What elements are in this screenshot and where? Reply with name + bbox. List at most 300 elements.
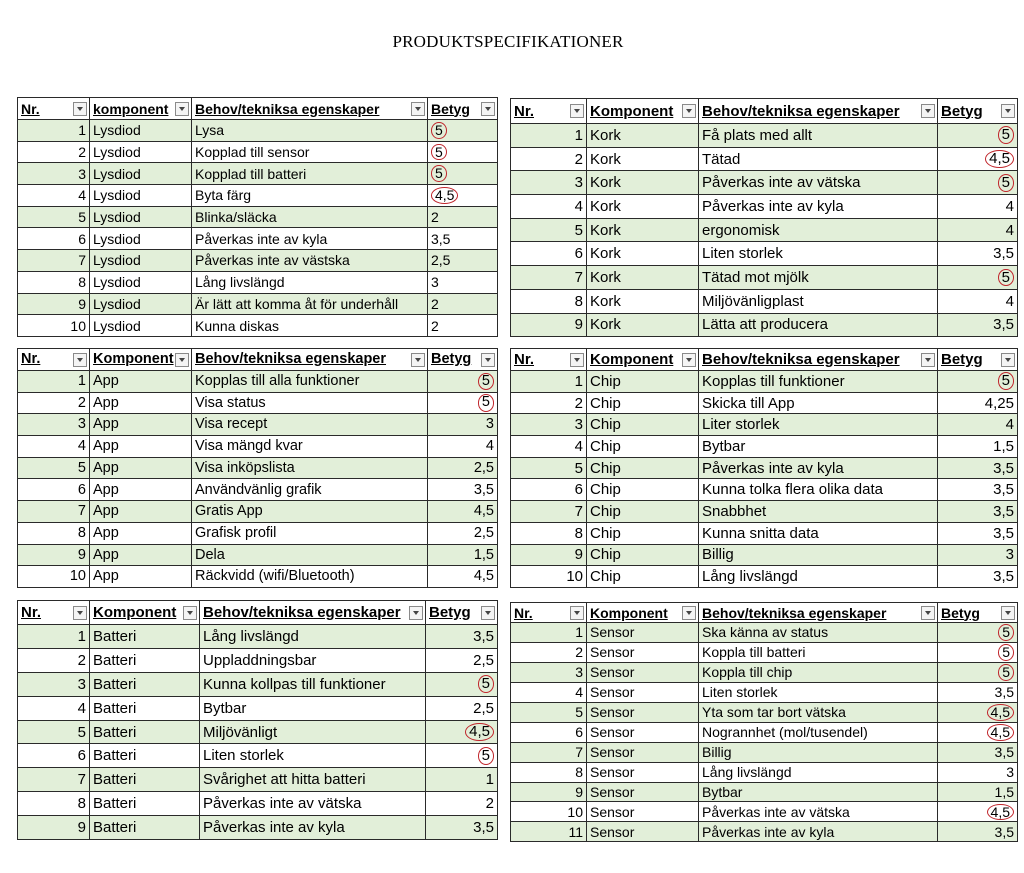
requirement-cell: Koppla till batteri [699, 642, 938, 662]
component-cell: Kork [587, 171, 699, 195]
circled-rating: 4,5 [985, 150, 1014, 168]
rating-cell: 4,5 [428, 566, 498, 588]
requirement-cell: Räckvidd (wifi/Bluetooth) [192, 566, 428, 588]
row-number: 5 [18, 720, 90, 744]
filter-dropdown-icon[interactable] [175, 102, 189, 116]
filter-dropdown-icon[interactable] [409, 606, 423, 620]
requirement-cell: Snabbhet [699, 501, 938, 523]
header-komponent [90, 98, 192, 120]
rating-cell: 2 [428, 293, 498, 315]
header-nr [18, 98, 90, 120]
row-number: 3 [18, 414, 90, 436]
component-cell: Batteri [90, 792, 200, 816]
requirement-cell: Liten storlek [699, 242, 938, 266]
rating-cell [938, 722, 1018, 742]
component-cell: Batteri [90, 768, 200, 792]
table-header-row [511, 349, 1018, 371]
component-cell: Sensor [587, 782, 699, 802]
table-row [18, 293, 498, 315]
header-label: Behov/tekniksa egenskaper [195, 351, 387, 368]
table-row [18, 414, 498, 436]
requirement-cell: Liten storlek [200, 744, 426, 768]
rating-cell: 3 [428, 271, 498, 293]
circled-rating: 5 [478, 394, 494, 411]
row-number: 4 [511, 436, 587, 458]
row-number: 7 [511, 501, 587, 523]
rating-cell: 2,5 [428, 250, 498, 272]
row-number: 9 [511, 782, 587, 802]
table-row [18, 501, 498, 523]
header-komponent [90, 601, 200, 625]
header-label: Nr. [514, 351, 535, 368]
requirement-cell: Påverkas inte av vätska [699, 802, 938, 822]
requirement-cell: Bytbar [699, 782, 938, 802]
requirement-cell: Användvänlig grafik [192, 479, 428, 501]
table-row [18, 479, 498, 501]
header-behov [192, 98, 428, 120]
component-cell: App [90, 544, 192, 566]
component-cell: App [90, 501, 192, 523]
component-cell: Lysdiod [90, 271, 192, 293]
requirement-cell: Lång livslängd [699, 566, 938, 588]
rating-cell: 3 [428, 414, 498, 436]
header-label: Behov/tekniksa egenskaper [203, 604, 401, 621]
circled-rating: 4,5 [987, 724, 1014, 741]
table-row [511, 171, 1018, 195]
table-row [511, 782, 1018, 802]
requirement-cell: Liter storlek [699, 414, 938, 436]
rating-cell: 2,5 [426, 648, 498, 672]
requirement-cell: Visa inköpslista [192, 457, 428, 479]
table-row [18, 696, 498, 720]
header-nr [511, 349, 587, 371]
circled-rating: 4,5 [465, 723, 494, 741]
filter-dropdown-icon[interactable] [183, 606, 197, 620]
header-label: Behov/tekniksa egenskaper [195, 100, 380, 117]
circled-rating: 4,5 [987, 804, 1014, 821]
rating-cell [938, 702, 1018, 722]
header-betyg [938, 349, 1018, 371]
table-header-row [18, 349, 498, 371]
requirement-cell: Påverkas inte av västska [192, 250, 428, 272]
rating-cell [426, 720, 498, 744]
filter-dropdown-icon[interactable] [682, 353, 696, 367]
component-cell: Chip [587, 522, 699, 544]
table-row [18, 457, 498, 479]
requirement-cell: Lysa [192, 120, 428, 142]
filter-dropdown-icon[interactable] [570, 104, 584, 118]
component-cell: Sensor [587, 662, 699, 682]
filter-dropdown-icon[interactable] [1001, 353, 1015, 367]
table-header-row [511, 603, 1018, 623]
table-row [18, 120, 498, 142]
row-number: 9 [18, 293, 90, 315]
rating-cell: 2 [426, 792, 498, 816]
component-cell: App [90, 457, 192, 479]
row-number: 1 [18, 625, 90, 649]
component-cell: Kork [587, 195, 699, 219]
rating-cell [428, 141, 498, 163]
filter-dropdown-icon[interactable] [921, 104, 935, 118]
table-header-row [511, 99, 1018, 124]
row-number: 3 [18, 672, 90, 696]
row-number: 6 [18, 479, 90, 501]
row-number: 11 [511, 822, 587, 842]
requirement-cell: Lång livslängd [192, 271, 428, 293]
row-number: 8 [511, 522, 587, 544]
circled-rating: 5 [998, 269, 1014, 287]
table-row [511, 371, 1018, 393]
row-number: 1 [511, 124, 587, 148]
rating-cell [938, 266, 1018, 290]
table-row [18, 271, 498, 293]
filter-dropdown-icon[interactable] [73, 102, 87, 116]
requirement-cell: Kunna diskas [192, 315, 428, 337]
rating-cell: 3,5 [428, 228, 498, 250]
filter-dropdown-icon[interactable] [411, 353, 425, 367]
filter-dropdown-icon[interactable] [570, 606, 584, 620]
component-cell: App [90, 371, 192, 393]
header-label: Nr. [21, 351, 41, 368]
requirement-cell: Kopplad till sensor [192, 141, 428, 163]
component-cell: Batteri [90, 625, 200, 649]
header-label: Nr. [21, 604, 42, 621]
circled-rating: 5 [998, 174, 1014, 192]
table-row [18, 816, 498, 840]
component-cell: Batteri [90, 720, 200, 744]
row-number: 2 [511, 392, 587, 414]
requirement-cell: Bytbar [699, 436, 938, 458]
filter-dropdown-icon[interactable] [481, 353, 495, 367]
table-row [18, 544, 498, 566]
component-cell: Lysdiod [90, 185, 192, 207]
header-label: Nr. [514, 604, 533, 621]
table-row [511, 218, 1018, 242]
requirement-cell: Liten storlek [699, 682, 938, 702]
component-cell: Lysdiod [90, 315, 192, 337]
row-number: 2 [511, 642, 587, 662]
header-label: Betyg [431, 100, 470, 117]
table-row [511, 566, 1018, 588]
rating-cell: 3,5 [938, 479, 1018, 501]
rating-cell [426, 744, 498, 768]
rating-cell: 2 [428, 315, 498, 337]
rating-cell [938, 623, 1018, 643]
rating-cell [938, 171, 1018, 195]
header-komponent [587, 349, 699, 371]
rating-cell: 3,5 [938, 501, 1018, 523]
row-number: 10 [511, 566, 587, 588]
row-number: 7 [18, 768, 90, 792]
circled-rating: 5 [478, 747, 494, 765]
row-number: 2 [18, 648, 90, 672]
table-header-row [18, 601, 498, 625]
header-komponent [90, 349, 192, 371]
component-cell: Lysdiod [90, 293, 192, 315]
table-row [18, 206, 498, 228]
table-row [511, 501, 1018, 523]
component-cell: Sensor [587, 642, 699, 662]
rating-cell: 3,5 [426, 625, 498, 649]
component-cell: Chip [587, 414, 699, 436]
requirement-cell: Dela [192, 544, 428, 566]
component-cell: Chip [587, 371, 699, 393]
header-label: Betyg [431, 351, 472, 368]
requirement-cell: Nogrannhet (mol/tusendel) [699, 722, 938, 742]
table-row [511, 414, 1018, 436]
rating-cell: 3,5 [938, 457, 1018, 479]
requirement-cell: Miljövänligt [200, 720, 426, 744]
circled-rating: 5 [431, 144, 447, 161]
rating-cell: 1,5 [938, 782, 1018, 802]
row-number: 3 [18, 163, 90, 185]
circled-rating: 5 [431, 165, 447, 182]
header-komponent [587, 603, 699, 623]
header-label: Behov/tekniksa egenskaper [702, 351, 900, 368]
table-row [511, 313, 1018, 337]
requirement-cell: Grafisk profil [192, 522, 428, 544]
component-cell: Sensor [587, 762, 699, 782]
table-row [18, 228, 498, 250]
header-label: Komponent [590, 351, 674, 368]
table-row [511, 392, 1018, 414]
requirement-cell: Påverkas inte av kyla [699, 195, 938, 219]
row-number: 6 [18, 228, 90, 250]
component-cell: Chip [587, 436, 699, 458]
circled-rating: 5 [998, 126, 1014, 144]
filter-dropdown-icon[interactable] [1001, 606, 1015, 620]
header-label: Behov/tekniksa egenskaper [702, 604, 887, 621]
table-row [511, 124, 1018, 148]
requirement-cell: Kunna tolka flera olika data [699, 479, 938, 501]
component-cell: Batteri [90, 648, 200, 672]
filter-dropdown-icon[interactable] [921, 606, 935, 620]
component-cell: Sensor [587, 822, 699, 842]
row-number: 7 [511, 266, 587, 290]
header-betyg [428, 349, 498, 371]
circled-rating: 4,5 [987, 704, 1014, 721]
table-row [18, 672, 498, 696]
rating-cell: 3,5 [938, 522, 1018, 544]
header-komponent [587, 99, 699, 124]
table-row [18, 625, 498, 649]
row-number: 5 [18, 457, 90, 479]
row-number: 10 [18, 315, 90, 337]
table-row [511, 147, 1018, 171]
filter-dropdown-icon[interactable] [570, 353, 584, 367]
rating-cell: 3,5 [938, 682, 1018, 702]
rating-cell: 1,5 [938, 436, 1018, 458]
row-number: 9 [18, 816, 90, 840]
row-number: 2 [18, 141, 90, 163]
table-row [511, 623, 1018, 643]
row-number: 5 [511, 218, 587, 242]
table-row [18, 315, 498, 337]
requirement-cell: Billig [699, 742, 938, 762]
requirement-cell: Koppla till chip [699, 662, 938, 682]
rating-cell [428, 120, 498, 142]
circled-rating: 5 [998, 664, 1014, 681]
requirement-cell: Kopplas till funktioner [699, 371, 938, 393]
table-header-row [18, 98, 498, 120]
filter-dropdown-icon[interactable] [73, 353, 87, 367]
table-row [511, 742, 1018, 762]
filter-dropdown-icon[interactable] [175, 353, 189, 367]
table-row [18, 185, 498, 207]
component-cell: App [90, 566, 192, 588]
rating-cell: 2,5 [428, 457, 498, 479]
row-number: 1 [511, 623, 587, 643]
requirement-cell: Kopplas till alla funktioner [192, 371, 428, 393]
table-row [18, 566, 498, 588]
filter-dropdown-icon[interactable] [1001, 104, 1015, 118]
header-betyg [426, 601, 498, 625]
rating-cell: 1 [426, 768, 498, 792]
requirement-cell: Visa recept [192, 414, 428, 436]
filter-dropdown-icon[interactable] [73, 606, 87, 620]
row-number: 4 [18, 696, 90, 720]
component-cell: Lysdiod [90, 228, 192, 250]
table-row [511, 479, 1018, 501]
table-row [18, 720, 498, 744]
requirement-cell: Lång livslängd [699, 762, 938, 782]
filter-dropdown-icon[interactable] [411, 102, 425, 116]
requirement-cell: Miljövänligplast [699, 289, 938, 313]
filter-dropdown-icon[interactable] [682, 104, 696, 118]
row-number: 6 [18, 744, 90, 768]
table-row [511, 762, 1018, 782]
spec-table-1 [17, 97, 498, 337]
rating-cell: 4 [938, 289, 1018, 313]
component-cell: Sensor [587, 702, 699, 722]
circled-rating: 5 [478, 675, 494, 693]
component-cell: Sensor [587, 722, 699, 742]
rating-cell: 3,5 [938, 242, 1018, 266]
filter-dropdown-icon[interactable] [682, 606, 696, 620]
row-number: 6 [511, 722, 587, 742]
requirement-cell: Påverkas inte av kyla [699, 822, 938, 842]
table-row [18, 392, 498, 414]
requirement-cell: Kunna kollpas till funktioner [200, 672, 426, 696]
component-cell: Lysdiod [90, 163, 192, 185]
circled-rating: 5 [998, 624, 1014, 641]
component-cell: App [90, 522, 192, 544]
requirement-cell: Billig [699, 544, 938, 566]
header-label: Betyg [429, 604, 471, 621]
table-row [511, 722, 1018, 742]
row-number: 9 [18, 544, 90, 566]
component-cell: Sensor [587, 682, 699, 702]
component-cell: Batteri [90, 696, 200, 720]
rating-cell: 3,5 [938, 313, 1018, 337]
table-row [511, 522, 1018, 544]
component-cell: Chip [587, 479, 699, 501]
page-title: PRODUKTSPECIFIKATIONER [392, 32, 624, 51]
component-cell: Batteri [90, 816, 200, 840]
header-label: Betyg [941, 102, 983, 120]
requirement-cell: Byta färg [192, 185, 428, 207]
rating-cell: 3,5 [938, 742, 1018, 762]
requirement-cell: Påverkas inte av kyla [699, 457, 938, 479]
rating-cell: 3,5 [938, 566, 1018, 588]
requirement-cell: ergonomisk [699, 218, 938, 242]
table-row [511, 436, 1018, 458]
rating-cell: 3 [938, 762, 1018, 782]
row-number: 10 [511, 802, 587, 822]
requirement-cell: Visa mängd kvar [192, 436, 428, 458]
table-row [511, 662, 1018, 682]
table-row [511, 457, 1018, 479]
table-row [18, 250, 498, 272]
table-row [511, 544, 1018, 566]
row-number: 6 [511, 479, 587, 501]
filter-dropdown-icon[interactable] [921, 353, 935, 367]
filter-dropdown-icon[interactable] [481, 606, 495, 620]
header-label: Komponent [93, 604, 177, 621]
row-number: 4 [511, 195, 587, 219]
header-label: Behov/tekniksa egenskaper [702, 102, 900, 120]
row-number: 9 [511, 544, 587, 566]
header-label: Nr. [514, 102, 535, 120]
rating-cell: 1,5 [428, 544, 498, 566]
row-number: 5 [18, 206, 90, 228]
requirement-cell: Påverkas inte av vätska [200, 792, 426, 816]
row-number: 3 [511, 662, 587, 682]
requirement-cell: Kopplad till batteri [192, 163, 428, 185]
component-cell: Lysdiod [90, 250, 192, 272]
row-number: 8 [18, 792, 90, 816]
component-cell: Kork [587, 313, 699, 337]
component-cell: Chip [587, 392, 699, 414]
header-nr [18, 601, 90, 625]
header-behov [192, 349, 428, 371]
component-cell: Lysdiod [90, 141, 192, 163]
header-behov [699, 603, 938, 623]
spec-table-5 [17, 600, 498, 840]
spec-table-3 [17, 348, 498, 588]
header-label: komponent [93, 100, 169, 117]
component-cell: Kork [587, 218, 699, 242]
rating-cell: 4 [428, 436, 498, 458]
circled-rating: 5 [431, 122, 447, 139]
table-row [18, 522, 498, 544]
component-cell: Sensor [587, 742, 699, 762]
component-cell: App [90, 479, 192, 501]
row-number: 8 [18, 271, 90, 293]
component-cell: App [90, 414, 192, 436]
rating-cell [428, 163, 498, 185]
header-label: Komponent [590, 102, 674, 120]
header-betyg [938, 99, 1018, 124]
component-cell: App [90, 436, 192, 458]
component-cell: Chip [587, 566, 699, 588]
table-row [18, 768, 498, 792]
row-number: 9 [511, 313, 587, 337]
component-cell: Kork [587, 289, 699, 313]
component-cell: Chip [587, 457, 699, 479]
rating-cell: 3 [938, 544, 1018, 566]
table-row [18, 436, 498, 458]
header-betyg [428, 98, 498, 120]
requirement-cell: Få plats med allt [699, 124, 938, 148]
component-cell: Kork [587, 147, 699, 171]
circled-rating: 5 [998, 372, 1014, 390]
row-number: 5 [511, 457, 587, 479]
table-row [511, 822, 1018, 842]
row-number: 7 [18, 501, 90, 523]
filter-dropdown-icon[interactable] [481, 102, 495, 116]
rating-cell [938, 642, 1018, 662]
